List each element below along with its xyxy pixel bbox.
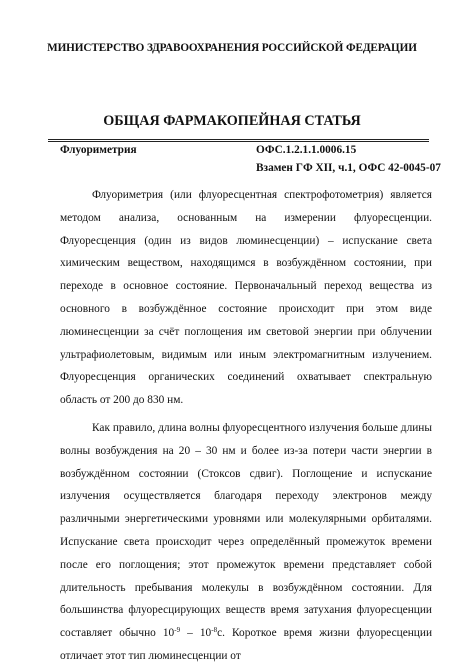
paragraph-2-text-b: с. Короткое время жизни флуоресценции отличает этот тип люминесценции от — [60, 627, 433, 662]
article-code: ОФС.1.2.1.1.0006.15 — [256, 144, 357, 156]
paragraph-1: Флуориметрия (или флуоресцентная спектрофотометрия) является методом анализа, основанным на измерении флуоресценции. Флуоресценция (один из видов люминесценции) – испускание света химическим веществом, находящимся в возбуждённом состоянии, при переходе в основное состояние. Первоначальный переход вещества из основного в возбуждённое состояние происходит при этом виде люминесценции за счёт поглощения им световой энергии при облучении ультрафиолетовым, видимым или иным электромагнитным излучением. Флуоресценция органических соединений охватывает спектральную область от 200 до 830 нм. — [60, 189, 432, 407]
paragraph-2-text-a: Как правило, длина волны флуоресцентного излучения больше длины волны возбуждения на 20 – 30 нм и более из-за потери части энергии в возбуждённом состоянии (Стоксов сдвиг). Поглощение и испускание излучения осуществляется благодаря переходу электронов между различными энергетическими уровнями или молекулярными орбиталями. Испускание света происходит через определённый промежуток времени после его поглощения; этот промежуток времени представляет собой длительность пребывания молекулы в возбуждённом состоянии. Для большинства флуоресцирующих веществ время затухания флуоресценции составляет обычно 10 — [60, 421, 432, 640]
page-title: ОБЩАЯ ФАРМАКОПЕЙНАЯ СТАТЬЯ — [103, 113, 361, 129]
title-divider — [48, 139, 429, 140]
paragraph-2 — [60, 417, 432, 668]
title-divider-inner — [48, 141, 429, 142]
exponent-2: -8 — [211, 626, 218, 635]
ministry-header: МИНИСТЕРСТВО ЗДРАВООХРАНЕНИЯ РОССИЙСКОЙ ФЕДЕРАЦИИ — [47, 42, 417, 54]
article-name: Флуориметрия — [60, 144, 137, 156]
exponent-1: -9 — [174, 626, 181, 635]
paragraph-2-text-mid: – 10 — [180, 627, 212, 640]
article-body — [60, 184, 432, 668]
article-replaces: Взамен ГФ XII, ч.1, ОФС 42-0045-07 — [256, 162, 441, 174]
